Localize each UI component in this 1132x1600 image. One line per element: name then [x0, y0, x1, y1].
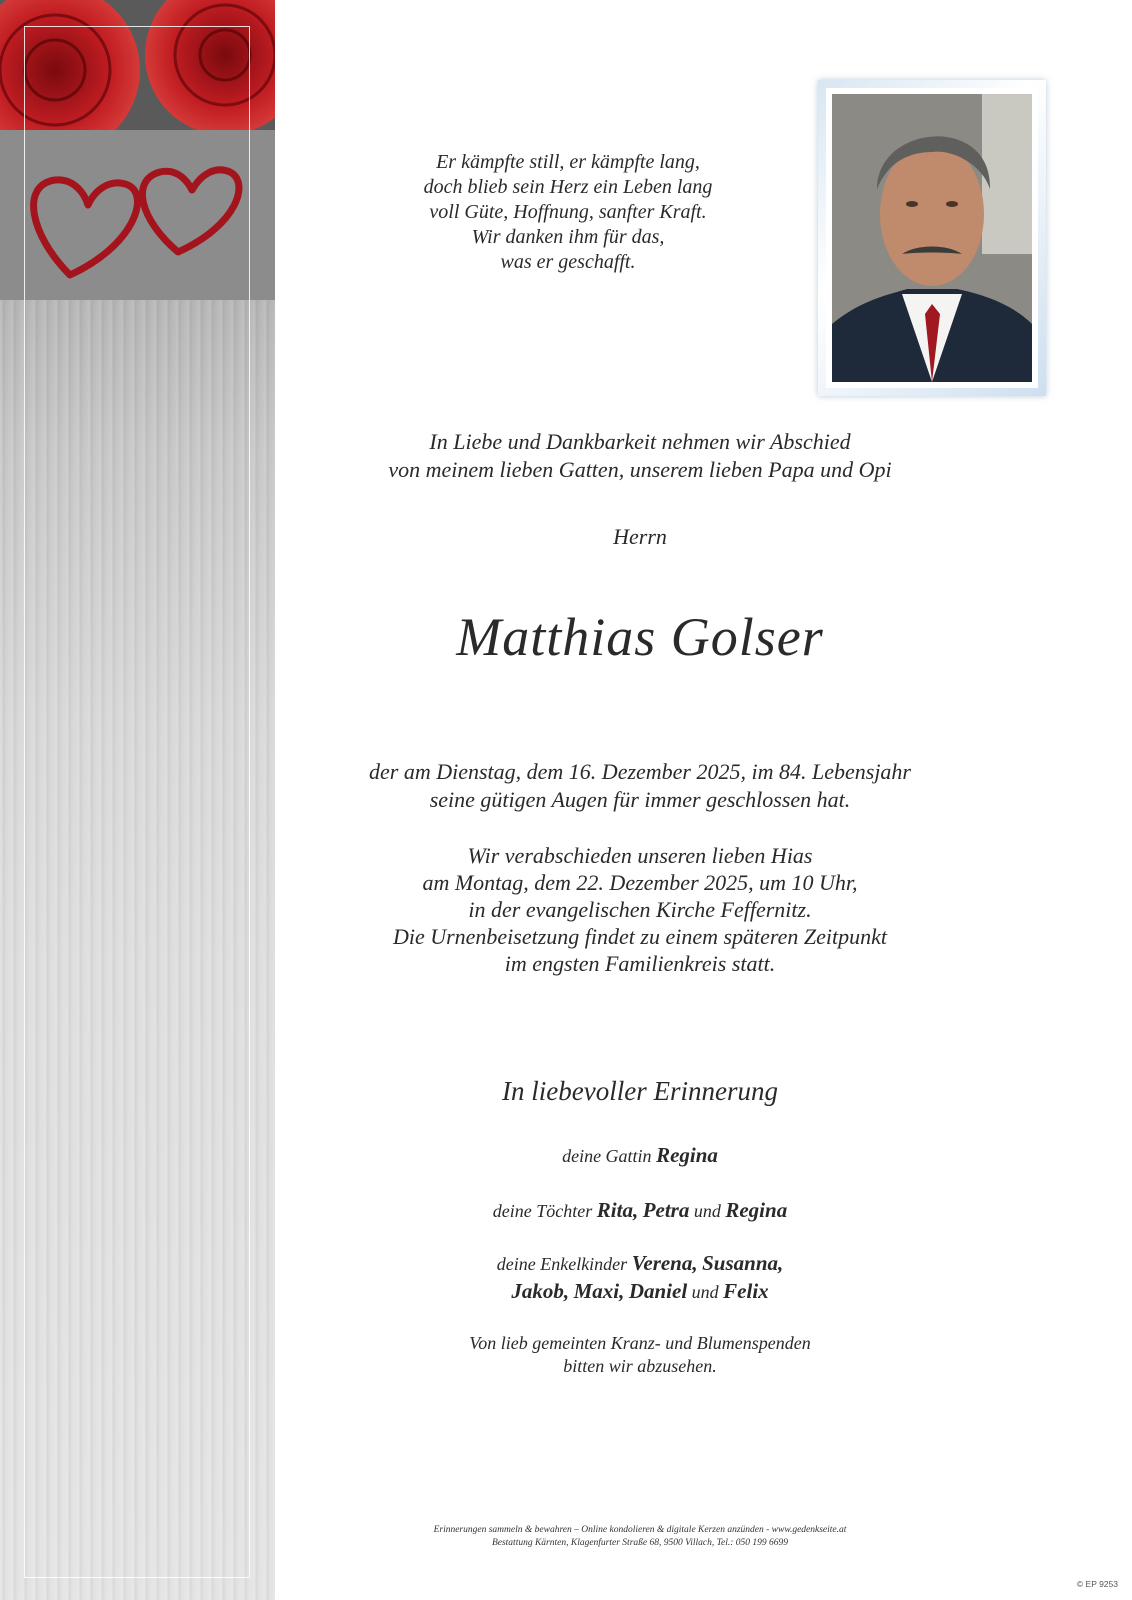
grandchild-name: Susanna	[702, 1251, 779, 1275]
family-wife	[300, 1142, 980, 1170]
grandchild-name: Felix	[723, 1279, 769, 1303]
daughter-name: Petra	[642, 1198, 690, 1222]
death-notice-line: seine gütigen Augen für immer geschlossen hat.	[429, 787, 851, 812]
footer	[300, 1524, 980, 1550]
family-daughters: deine Töchter Rita, Petra und Regina	[492, 1198, 788, 1222]
grandchildren-prefix: deine Enkelkinder	[496, 1254, 628, 1274]
grandchild-name: Verena	[631, 1251, 693, 1275]
memory-heading: In liebevoller Erinnerung	[502, 1076, 778, 1106]
footer-line: Bestattung Kärnten, Klagenfurter Straße 68, 9500 Villach, Tel.: 050 199 6699	[491, 1538, 789, 1548]
wife-prefix: deine Gattin	[562, 1146, 652, 1166]
deceased-name: Matthias Golser	[456, 607, 824, 667]
poem-line: Er kämpfte still, er kämpfte lang,	[436, 151, 700, 173]
salutation: Herrn	[613, 524, 667, 549]
poem-line: Wir danken ihm für das,	[471, 226, 665, 248]
grandchildren-and: und	[691, 1282, 719, 1302]
poem-line: was er geschafft.	[500, 251, 636, 273]
funeral-notice-line: am Montag, dem 22. Dezember 2025, um 10 Uhr,	[422, 870, 858, 895]
grandchild-name: Daniel	[628, 1279, 688, 1303]
funeral-notice	[300, 842, 980, 977]
farewell-intro	[300, 428, 980, 484]
intro-line: In Liebe und Dankbarkeit nehmen wir Abschied	[429, 429, 851, 454]
flowers-note	[300, 1332, 980, 1378]
daughters-and: und	[693, 1201, 721, 1221]
poem-line: voll Güte, Hoffnung, sanfter Kraft.	[429, 201, 707, 223]
death-notice	[300, 758, 980, 814]
family-grandchildren: deine Enkelkinder Verena, Susanna, Jakob, Maxi, Daniel und Felix	[496, 1251, 784, 1303]
footer-line: Erinnerungen sammeln & bewahren – Online kondolieren & digitale Kerzen anzünden - www.gedenkseite.at	[433, 1525, 847, 1535]
intro-line: von meinem lieben Gatten, unserem lieben Papa und Opi	[388, 457, 892, 482]
funeral-notice-line: Wir verabschieden unseren lieben Hias	[467, 843, 813, 868]
portrait-photo	[826, 88, 1038, 388]
strip-frame	[24, 26, 250, 1578]
flowers-note-line: Von lieb gemeinten Kranz- und Blumenspenden	[469, 1333, 811, 1353]
daughter-name: Regina	[725, 1198, 788, 1222]
funeral-notice-line: im engsten Familienkreis statt.	[504, 951, 776, 976]
daughters-prefix: deine Töchter	[492, 1201, 593, 1221]
poem-line: doch blieb sein Herz ein Leben lang	[423, 176, 713, 198]
portrait-frame	[818, 80, 1046, 396]
grandchild-name: Maxi	[573, 1279, 620, 1303]
daughter-name: Rita	[596, 1198, 633, 1222]
decorative-side-strip	[0, 0, 275, 1600]
death-notice-line: der am Dienstag, dem 16. Dezember 2025, im 84. Lebensjahr	[369, 759, 911, 784]
grandchild-name: Jakob	[511, 1279, 564, 1303]
flowers-note-line: bitten wir abzusehen.	[563, 1356, 717, 1376]
portrait-image	[832, 94, 1032, 382]
funeral-notice-line: Die Urnenbeisetzung findet zu einem späteren Zeitpunkt	[392, 924, 888, 949]
print-code: © EP 9253	[1076, 1579, 1118, 1589]
funeral-notice-line: in der evangelischen Kirche Feffernitz.	[468, 897, 812, 922]
memorial-poem	[352, 150, 784, 275]
wife-name: Regina	[656, 1143, 718, 1167]
